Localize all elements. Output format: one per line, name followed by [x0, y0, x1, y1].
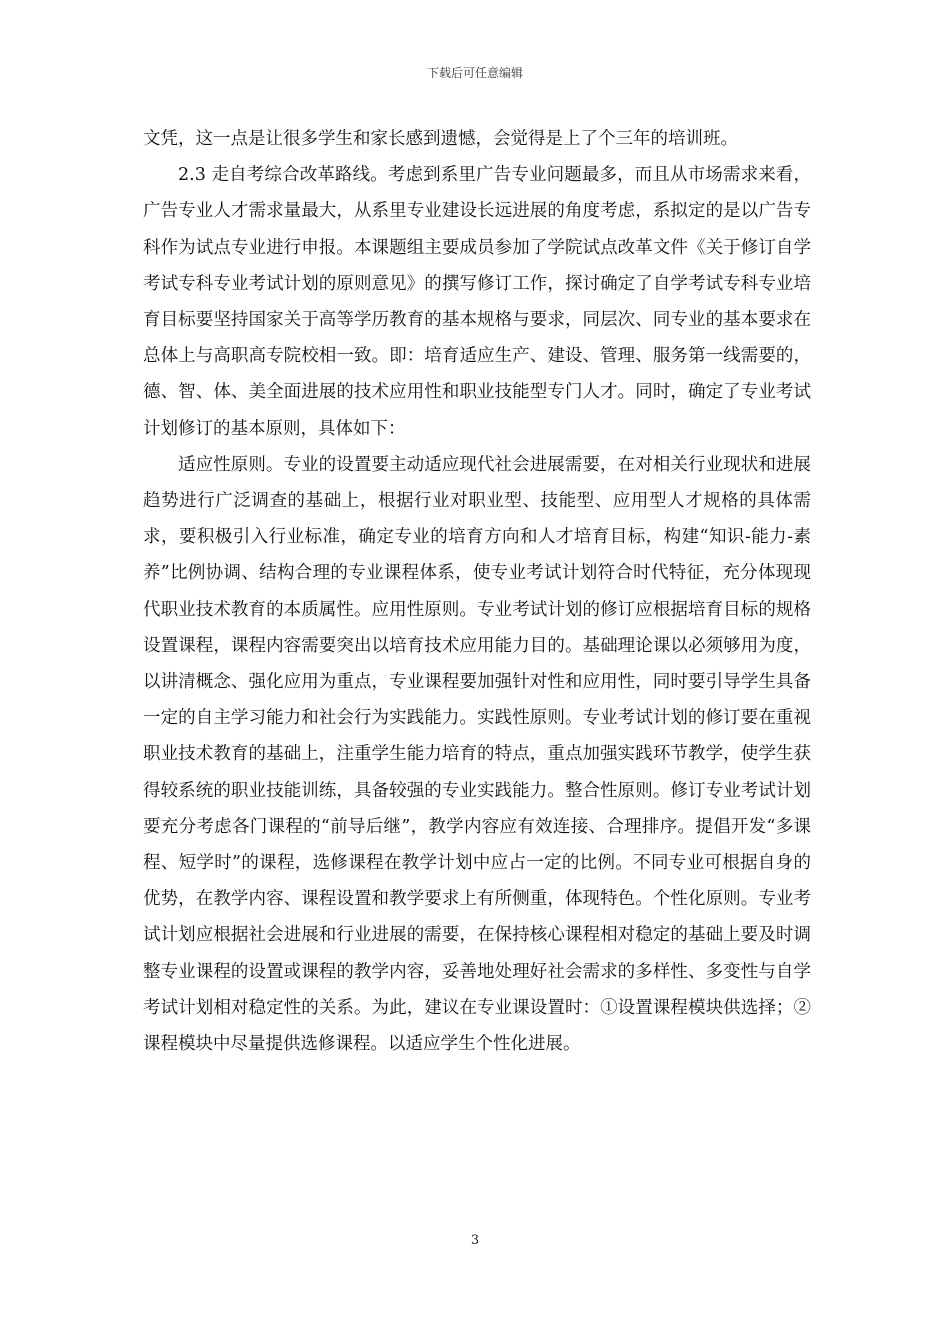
document-body	[143, 121, 811, 1062]
page-header: 下载后可任意编辑	[426, 66, 523, 80]
paragraph-principles: 适应性原则。专业的设置要主动适应现代社会进展需要，在对相关行业现状和进展趋势进行广泛调查的基础上，根据行业对职业型、技能型、应用型人才规格的具体需求，要积极引入行业标准，确定专业的培育方向和人才培育目标，构建“知识-能力-素养”比例协调、结构合理的专业课程体系，使专业考试计划符合时代特征，充分体现现代职业技术教育的本质属性。应用性原则。专业考试计划的修订应根据培育目标的规格设置课程，课程内容需要突出以培育技术应用能力目的。基础理论课以必须够用为度，以讲清概念、强化应用为重点，专业课程要加强针对性和应用性，同时要引导学生具备一定的自主学习能力和社会行为实践能力。实践性原则。专业考试计划的修订要在重视职业技术教育的基础上，注重学生能力培育的特点，重点加强实践环节教学，使学生获得较系统的职业技能训练，具备较强的专业实践能力。整合性原则。修订专业考试计划要充分考虑各门课程的“前导后继”，教学内容应有效连接、合理排序。提倡开发“多课程、短学时”的课程，选修课程在教学计划中应占一定的比例。不同专业可根据自身的优势，在教学内容、课程设置和教学要求上有所侧重，体现特色。个性化原则。专业考试计划应根据社会进展和行业进展的需要，在保持核心课程相对稳定的基础上要及时调整专业课程的设置或课程的教学内容，妥善地处理好社会需求的多样性、多变性与自学考试计划相对稳定性的关系。为此，建议在专业课设置时：①设置课程模块供选择；②课程模块中尽量提供选修课程。以适应学生个性化进展。	[143, 454, 811, 1055]
page-number: 3	[470, 1233, 480, 1248]
paragraph-section-2-3: 2.3 走自考综合改革路线。考虑到系里广告专业问题最多，而且从市场需求来看，广告专业人才需求量最大，从系里专业建设长远进展的角度考虑，系拟定的是以广告专科作为试点专业进行申报。本课题组主要成员参加了学院试点改革文件《关于修订自学考试专科专业考试计划的原则意见》的撰写修订工作，探讨确定了自学考试专科专业培育目标要坚持国家关于高等学历教育的基本规格与要求，同层次、同专业的基本要求在总体上与高职高专院校相一致。即：培育适应生产、建设、管理、服务第一线需要的，德、智、体、美全面进展的技术应用性和职业技能型专门人才。同时，确定了专业考试计划修订的基本原则，具体如下：	[143, 165, 811, 439]
paragraph-continuation: 文凭，这一点是让很多学生和家长感到遗憾，会觉得是上了个三年的培训班。	[143, 129, 738, 149]
